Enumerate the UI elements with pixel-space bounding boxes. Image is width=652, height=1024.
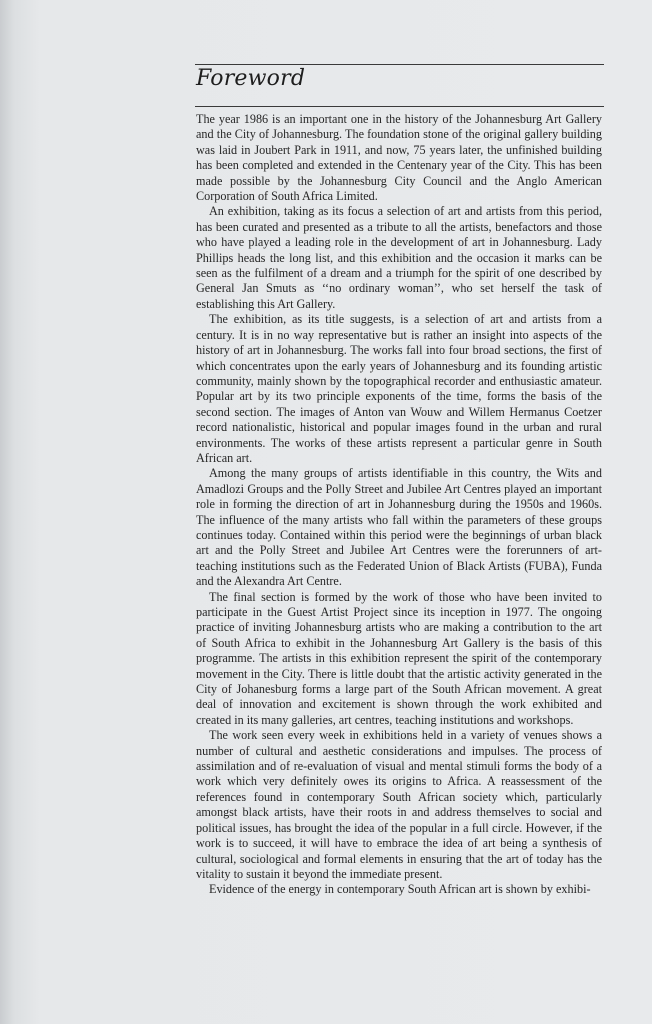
paragraph-6: The work seen every week in exhibitions held in a variety of venues shows a number of cultural and aesthetic considerations and impulses. The process of assimilation and of re-evaluation of visual and mental stimuli forms the body of a work which very definitely owes its origins to Africa. A reassessment of the references found in contemporary South African society which, particularly amongst black artists, have their roots in and address themselves to social and political issues, has brought the idea of the popular in a full circle. However, if the work is to succeed, it will have to embrace the idea of art being a synthesis of cultural, sociological and formal elements in ensuring that the art of today has the vitality to sustain it beyond the immediate present.: [196, 728, 602, 881]
paragraph-4: Among the many groups of artists identifiable in this country, the Wits and Amadlozi Groups and the Polly Street and Jubilee Art Centres played an important role in forming the direction of art in Johannesburg during the 1950s and 1960s. The influence of the many artists who fall within the parameters of these groups continues today. Contained within this period were the beginnings of urban black art and the Polly Street and Jubilee Art Centres were the forerunners of art-teaching institutions such as the Federated Union of Black Artists (FUBA), Funda and the Alexandra Art Centre.: [196, 466, 602, 589]
heading-top-rule: [195, 64, 604, 65]
heading-bottom-rule: [195, 106, 604, 107]
paragraph-5: The final section is formed by the work of those who have been invited to participate in the Guest Artist Project since its inception in 1977. The ongoing practice of inviting Johannesburg artists who are making a contribution to the art of South Africa to exhibit in the Johannesburg Art Gallery is the basis of this programme. The artists in this exhibition represent the spirit of the contemporary movement in the City. There is little doubt that the artistic activity generated in the City of Johanesburg forms a large part of the South African movement. A great deal of innovation and excitement is shown through the work exhibited and created in its many galleries, art centres, teaching institutions and workshops.: [196, 589, 602, 727]
foreword-body: [196, 112, 602, 898]
paragraph-2: An exhibition, taking as its focus a selection of art and artists from this period, has been curated and presented as a tribute to all the artists, benefactors and those who have played a leading role in the development of art in Johannesburg. Lady Phillips heads the long list, and this exhibition and the occasion it marks can be seen as the fulfilment of a dream and a triumph for the spirit of one described by General Jan Smuts as ‘‘no ordinary woman’’, who set herself the task of establishing this Art Gallery.: [196, 204, 602, 311]
paragraph-1: The year 1986 is an important one in the history of the Johannesburg Art Gallery and the City of Johannesburg. The foundation stone of the original gallery building was laid in Joubert Park in 1911, and now, 75 years later, the unfinished building has been completed and extended in the Centenary year of the City. This has been made possible by the Johannesburg City Council and the Anglo American Corporation of South Africa Limited.: [196, 112, 602, 204]
page-title: Foreword: [196, 66, 306, 91]
paragraph-3: The exhibition, as its title suggests, is a selection of art and artists from a century. It is in no way representative but is rather an insight into aspects of the history of art in Johannesburg. The works fall into four broad sections, the first of which concentrates upon the early years of Johannesburg and its founding artistic community, mainly shown by the topographical recorder and enthusiastic amateur. Popular art by its two principle exponents of the time, forms the basis of the second section. The images of Anton van Wouw and Willem Hermanus Coetzer record nationalistic, historical and popular images found in the urban and rural environments. The works of these artists represent a particular genre in South African art.: [196, 312, 602, 465]
paragraph-7: Evidence of the energy in contemporary South African art is shown by exhibi-: [209, 882, 591, 897]
